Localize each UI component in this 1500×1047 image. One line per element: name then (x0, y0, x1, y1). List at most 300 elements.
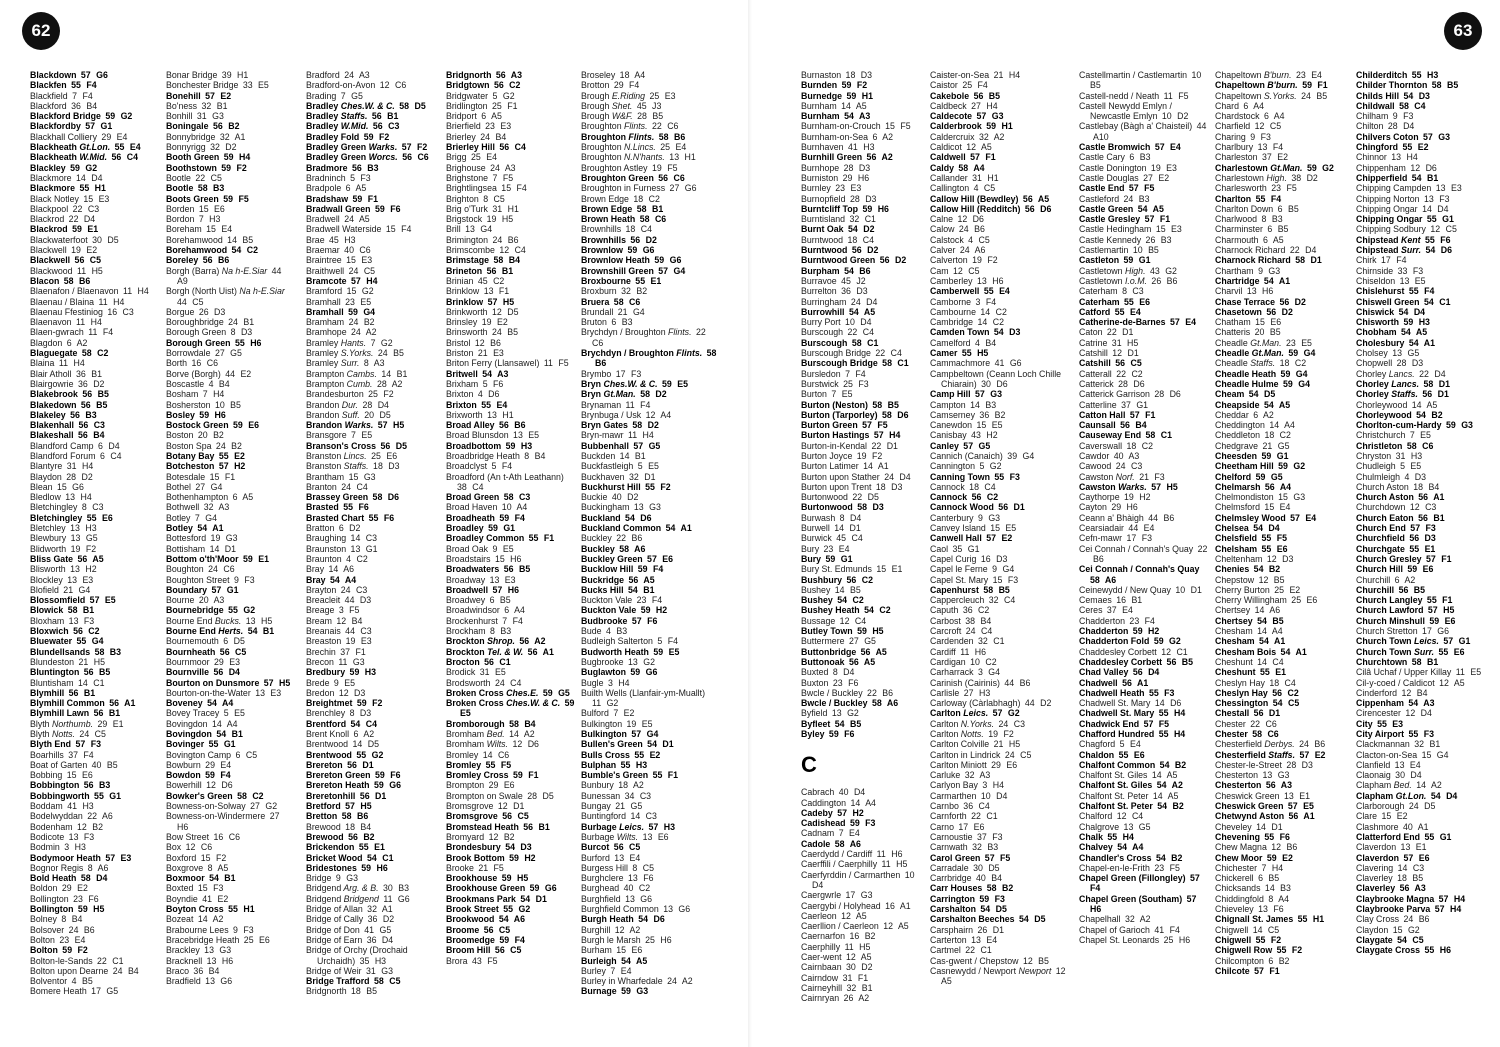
place-name: Borehamwood (166, 245, 228, 256)
place-name: Bray (306, 564, 325, 575)
place-name: Broxburn (581, 286, 617, 297)
grid-ref: B5 (847, 718, 862, 729)
place-name: Brechin (306, 646, 336, 657)
grid-ref: E4 (996, 286, 1010, 297)
place-name: Caldwell (930, 152, 966, 163)
place-name: Burton Joyce (801, 450, 853, 461)
place-name: Blakenhall (30, 420, 75, 431)
index-entry (930, 204, 1070, 214)
index-entry (166, 750, 296, 760)
grid-ref: E6 (1442, 615, 1456, 626)
grid-ref: E6 (659, 553, 674, 564)
place-name: Brinkworth (446, 306, 488, 317)
index-entry (306, 914, 436, 924)
index-entry (581, 986, 717, 996)
place-name: Brading (306, 90, 337, 101)
index-entry (801, 266, 931, 276)
index-entry (1215, 585, 1349, 595)
grid-ref: D3 (853, 286, 868, 297)
place-name: Brownhills (581, 224, 622, 235)
grid-ref: E5 (1002, 523, 1017, 534)
page-ref: 13 (622, 893, 635, 904)
place-name: Caernarfon (801, 931, 846, 942)
page-ref: 4 (69, 976, 77, 987)
index-entry (1356, 451, 1492, 461)
place-name: Bridge (306, 873, 332, 884)
grid-ref: D4 (851, 787, 866, 798)
place-name: Blyth End (30, 739, 72, 750)
page-ref: 59 (1299, 80, 1312, 91)
page-ref: 58 (869, 399, 883, 410)
place-name: Buxted (801, 667, 829, 678)
index-entry (930, 585, 1070, 595)
index-entry (306, 626, 436, 636)
place-name: Chapel Green (Fillongley) (1079, 873, 1186, 884)
county-qualifier: Flints. (673, 348, 703, 359)
index-entry (30, 276, 160, 286)
place-name: Borden (166, 203, 195, 214)
place-name: Callow Hill (Redditch) (930, 203, 1021, 214)
place-name: Burscough (801, 327, 844, 338)
grid-ref: D4 (896, 471, 911, 482)
page-ref: 30 (970, 862, 983, 873)
place-name: Brandesburton (306, 389, 364, 400)
grid-ref: G1 (965, 543, 980, 554)
grid-ref: C6 (1265, 729, 1279, 739)
page-ref: 56 (75, 553, 88, 564)
page-ref: 54 (841, 111, 854, 122)
index-entry (801, 451, 931, 461)
index-entry (1356, 132, 1492, 142)
grid-ref: B5 (885, 399, 899, 410)
place-name: Bromborough (446, 718, 505, 729)
index-entry (1079, 523, 1209, 533)
grid-ref: F4 (1167, 924, 1180, 935)
grid-ref: H5 (1006, 739, 1021, 750)
grid-ref: E4 (127, 142, 141, 153)
grid-ref: B1 (221, 873, 236, 884)
grid-ref: E1 (1422, 543, 1436, 554)
county-qualifier: Hants. (338, 337, 367, 348)
place-name: Bulkington (581, 729, 627, 739)
page-ref: 29 (486, 780, 499, 791)
index-entry (1356, 760, 1492, 770)
page-ref: 59 (625, 245, 638, 256)
index-entry (1215, 791, 1349, 801)
grid-ref: C1 (990, 636, 1005, 647)
place-name: Brondesbury (446, 842, 501, 853)
place-name: Caerleon (801, 910, 837, 921)
index-entry (1079, 750, 1209, 760)
index-entry (1215, 173, 1349, 183)
place-name: Chevening (1215, 831, 1260, 842)
index-entry (1356, 317, 1492, 327)
index-entry (801, 194, 931, 204)
page-ref: 59 (1264, 852, 1277, 863)
grid-ref: B3 (210, 183, 225, 194)
page-ref: 57 (871, 430, 884, 441)
index-entry (1079, 245, 1209, 255)
grid-ref: A5 (1424, 399, 1438, 410)
grid-ref: E5 (357, 296, 372, 307)
place-name: Cheddleton (1215, 430, 1260, 441)
index-entry (30, 430, 160, 440)
grid-ref: G4 (985, 667, 1001, 678)
grid-ref: E1 (648, 275, 662, 286)
page-ref: 54 (1254, 615, 1267, 626)
grid-ref: H3 (860, 142, 875, 153)
page-ref: 54 (1398, 327, 1411, 338)
page-ref: 11 (541, 358, 553, 369)
index-entry (1356, 667, 1492, 677)
grid-ref: B1 (394, 368, 408, 379)
index-entry (1356, 636, 1492, 646)
place-name: Bramhall (306, 306, 344, 317)
grid-ref: E4 (494, 399, 508, 410)
page-ref: 56 (200, 255, 213, 266)
grid-ref: D6 (1037, 203, 1052, 214)
place-name: Canterbury (930, 512, 974, 523)
grid-ref: D2 (864, 245, 879, 256)
place-name: Bursledon (801, 368, 841, 379)
grid-ref: C1 (90, 677, 105, 688)
index-entry (30, 327, 160, 337)
index-entry (930, 544, 1070, 554)
grid-ref: B6 (879, 687, 894, 698)
index-entry (166, 873, 296, 883)
index-entry (1215, 204, 1349, 214)
page-ref: 29 (611, 80, 624, 91)
page-ref: 56 (499, 811, 513, 822)
page-ref: 9 (333, 873, 341, 884)
place-name: Brown Heath (581, 214, 636, 225)
page-ref: 13 (66, 615, 79, 626)
grid-ref: D6 (218, 780, 233, 791)
page-ref: 6 (478, 111, 487, 122)
index-entry (1079, 708, 1209, 718)
index-entry (306, 194, 436, 204)
place-name: Bussage (801, 615, 836, 626)
grid-ref: C6 (198, 842, 213, 853)
page-ref: 13 (640, 831, 653, 842)
place-name: Bonnybridge (166, 131, 216, 142)
index-entry (930, 863, 1070, 873)
index-entry (581, 410, 717, 420)
grid-ref: E4 (1167, 142, 1181, 153)
index-entry (166, 266, 296, 287)
page-ref: 13 (1388, 152, 1402, 163)
place-name: Brinsley (446, 317, 478, 328)
grid-ref: C5 (1443, 224, 1457, 235)
grid-ref: D5 (393, 440, 407, 451)
page-ref: 7 (828, 389, 837, 400)
place-name: Cholesbury (1356, 337, 1405, 348)
place-name: Boldon (30, 883, 58, 894)
page-ref: 5 (635, 461, 643, 472)
page-ref: 24 (1113, 461, 1126, 472)
place-name: Broadwaters (446, 564, 500, 575)
index-entry (1215, 605, 1349, 615)
place-name: Boxford (166, 852, 197, 863)
page-ref: 14 (1250, 924, 1263, 935)
place-name: Chessington (1215, 698, 1269, 709)
page-ref: 15 (383, 224, 396, 235)
page-ref: 54 (1154, 780, 1167, 791)
index-entry (1215, 636, 1349, 646)
page-ref: 31 (363, 965, 376, 976)
index-column (30, 70, 160, 997)
grid-ref: F1 (1266, 965, 1280, 976)
county-qualifier: Gt.Man. (601, 389, 636, 400)
index-entry (581, 297, 717, 307)
page-ref: 56 (106, 698, 120, 709)
grid-ref: E2 (494, 317, 508, 328)
place-name: Buttonoak (801, 656, 845, 667)
index-entry (1215, 575, 1349, 585)
page-ref: 7 (200, 389, 208, 400)
grid-ref: C2 (990, 317, 1004, 328)
index-entry (930, 708, 1070, 718)
county-qualifier: Lincs. (341, 450, 367, 461)
page-ref: 58 (980, 584, 994, 595)
grid-ref: F2 (657, 481, 671, 492)
index-entry (1356, 163, 1492, 173)
grid-ref: F1 (855, 972, 869, 983)
place-name: Chapel St. Leonards (1079, 934, 1160, 945)
index-entry (1356, 266, 1492, 276)
page-ref: 35 (950, 543, 963, 554)
grid-ref: E2 (1287, 584, 1301, 595)
grid-ref: C4 (354, 481, 368, 492)
page-ref: 14 (207, 543, 220, 554)
grid-ref: G2 (118, 111, 133, 122)
place-name: Broad Haven (446, 502, 498, 513)
grid-ref: H1 (499, 409, 514, 420)
place-name: Bridge of Cally (306, 914, 364, 925)
place-name: Caister-on-Sea (930, 70, 990, 80)
grid-ref: H5 (893, 859, 908, 870)
page-ref: 22 (70, 203, 83, 214)
grid-ref: B5 (1265, 873, 1280, 884)
place-name: Charlton Down (1215, 203, 1274, 214)
grid-ref: F4 (637, 399, 651, 410)
place-name: Boningale (166, 121, 209, 132)
index-entry (30, 173, 160, 183)
place-name: Caddington (801, 797, 846, 808)
place-name: Burntwood Green (801, 255, 876, 266)
county-qualifier: Bucks. (212, 615, 242, 626)
place-name: Cei Connah / Connah's Quay (1079, 564, 1200, 575)
page-ref: 24 (996, 718, 1009, 729)
page-ref: 8 (1259, 214, 1267, 225)
grid-ref: D4 (226, 667, 240, 678)
index-entry (166, 647, 296, 657)
grid-ref: H4 (71, 358, 85, 369)
index-column (446, 70, 576, 966)
page-ref: 55 (1257, 667, 1270, 678)
page-ref: 8 (85, 862, 93, 873)
place-name: Caputh (930, 605, 959, 616)
grid-ref: E3 (358, 636, 372, 647)
page-ref: 40 (836, 787, 849, 798)
place-name: Bloxham (30, 615, 65, 626)
index-entry (1356, 420, 1492, 430)
page-ref: 13 (202, 976, 215, 987)
grid-ref: F5 (500, 172, 514, 183)
place-name: Burford (581, 852, 610, 863)
place-name: Burton upon Stather (801, 471, 880, 482)
index-entry (801, 286, 931, 296)
page-ref: 14 (1266, 420, 1280, 431)
index-entry (1356, 400, 1492, 410)
place-name: Canning Town (930, 471, 990, 482)
grid-ref: F3 (1161, 687, 1175, 698)
grid-ref: D6 (525, 739, 539, 750)
grid-ref: A4 (971, 162, 985, 173)
page-ref: 6 (1240, 100, 1249, 111)
place-name: Church Aston (1356, 481, 1409, 492)
page-ref: 58 (491, 255, 504, 266)
index-entry (581, 811, 717, 821)
grid-ref: B2 (228, 440, 242, 451)
place-name: Blaen-gwrach (30, 327, 84, 338)
index-entry (166, 410, 296, 420)
index-entry (30, 945, 160, 955)
county-qualifier: Na h-E.Siar (236, 286, 285, 297)
page-ref: 56 (76, 420, 89, 431)
index-entry (581, 616, 717, 626)
place-name: Broad Blunsdon (446, 430, 509, 441)
grid-ref: H6 (657, 934, 672, 945)
grid-ref: E5 (666, 646, 680, 657)
page-ref: 58 (79, 348, 92, 359)
page-ref: 54 (635, 914, 649, 925)
grid-ref: B5 (986, 90, 1001, 101)
page-ref: 56 (501, 564, 514, 575)
index-entry (801, 224, 931, 234)
grid-ref: B1 (229, 729, 243, 739)
place-name: Bridgnorth (446, 70, 492, 80)
grid-ref: H4 (886, 430, 901, 441)
grid-ref: E6 (1274, 543, 1288, 554)
grid-ref: B6 (354, 811, 369, 822)
page-ref: 37 (65, 749, 78, 760)
page-ref: 58 (1143, 430, 1156, 441)
place-name: Castle Cary (1079, 152, 1125, 163)
place-name: Blandford Forum (30, 450, 96, 461)
grid-ref: F1 (353, 646, 366, 657)
index-entry (1356, 605, 1492, 615)
county-qualifier: I.o.M. (1122, 275, 1147, 286)
page-ref: 22 (94, 955, 107, 966)
page-ref: 6 (1261, 111, 1269, 122)
index-entry (30, 616, 160, 626)
index-entry (801, 544, 931, 554)
grid-ref: D6 (485, 389, 500, 400)
index-entry (1079, 647, 1209, 657)
page-ref: 56 (1130, 667, 1143, 678)
page-ref: 10 (978, 790, 991, 801)
place-name: Bunbury (581, 780, 614, 791)
place-name: Chapel of Garioch (1079, 924, 1150, 935)
place-name: Boyndie (166, 893, 198, 904)
page-ref: 14 (832, 584, 845, 595)
grid-ref: A5 (873, 646, 887, 657)
grid-ref: D4 (1431, 368, 1446, 379)
index-entry (166, 204, 296, 214)
page-ref: 5 (1397, 461, 1405, 472)
page-ref: 21 (1136, 471, 1149, 482)
place-name: Broomedge (446, 934, 495, 945)
grid-ref: F4 (80, 90, 93, 101)
grid-ref: H4 (1451, 893, 1466, 904)
county-qualifier: Bed. (484, 729, 505, 739)
place-name: Bradpole (306, 183, 342, 194)
grid-ref: F5 (1141, 183, 1155, 194)
page-ref: 58 (1090, 574, 1100, 585)
grid-ref: D2 (79, 471, 93, 482)
place-name: Carol Green (930, 852, 981, 863)
index-entry (446, 863, 576, 873)
index-entry (166, 121, 296, 131)
place-name: Bradshaw (306, 193, 349, 204)
grid-ref: E5 (525, 430, 540, 441)
grid-ref: A4 (863, 797, 876, 808)
grid-ref: H3 (633, 759, 648, 770)
index-entry (581, 121, 717, 131)
grid-ref: E6 (211, 203, 225, 214)
grid-ref: G3 (646, 502, 661, 513)
grid-ref: D2 (645, 420, 659, 431)
place-name: Chatham (1215, 317, 1251, 328)
page-ref: 25 (959, 80, 973, 91)
grid-ref: E6 (1420, 564, 1434, 575)
grid-ref: A5 (1451, 677, 1465, 688)
index-entry (446, 935, 576, 945)
grid-ref: G1 (98, 121, 113, 132)
index-entry (1356, 750, 1492, 760)
place-name: Catterall (1079, 368, 1112, 379)
place-name: Bletchingley (30, 502, 78, 513)
place-name: Buckfastleigh (581, 461, 634, 472)
index-entry (446, 533, 576, 543)
grid-ref: G6 (93, 70, 108, 80)
grid-ref: H3 (82, 523, 97, 534)
place-name: Catshill (1079, 358, 1111, 369)
grid-ref: E4 (1308, 70, 1322, 80)
grid-ref: A2 (1402, 574, 1416, 585)
grid-ref: E6 (971, 821, 985, 832)
place-name: Chasetown (1215, 306, 1262, 317)
place-name: Botcheston (166, 461, 215, 472)
index-entry (1215, 935, 1349, 945)
index-entry (581, 914, 717, 924)
index-entry (30, 873, 160, 883)
grid-ref: A2 (361, 729, 375, 739)
index-entry (30, 935, 160, 945)
grid-ref: F6 (387, 770, 401, 781)
page-ref: 57 (630, 440, 644, 451)
grid-ref: E4 (1141, 523, 1155, 534)
grid-ref: H5 (1440, 605, 1455, 616)
grid-ref: A1 (1134, 677, 1149, 688)
index-entry (1356, 430, 1492, 440)
page-ref: 44 (222, 368, 235, 379)
index-entry (581, 945, 717, 955)
index-entry (446, 904, 576, 914)
index-entry (930, 647, 1070, 657)
page-ref: 55 (91, 790, 104, 801)
